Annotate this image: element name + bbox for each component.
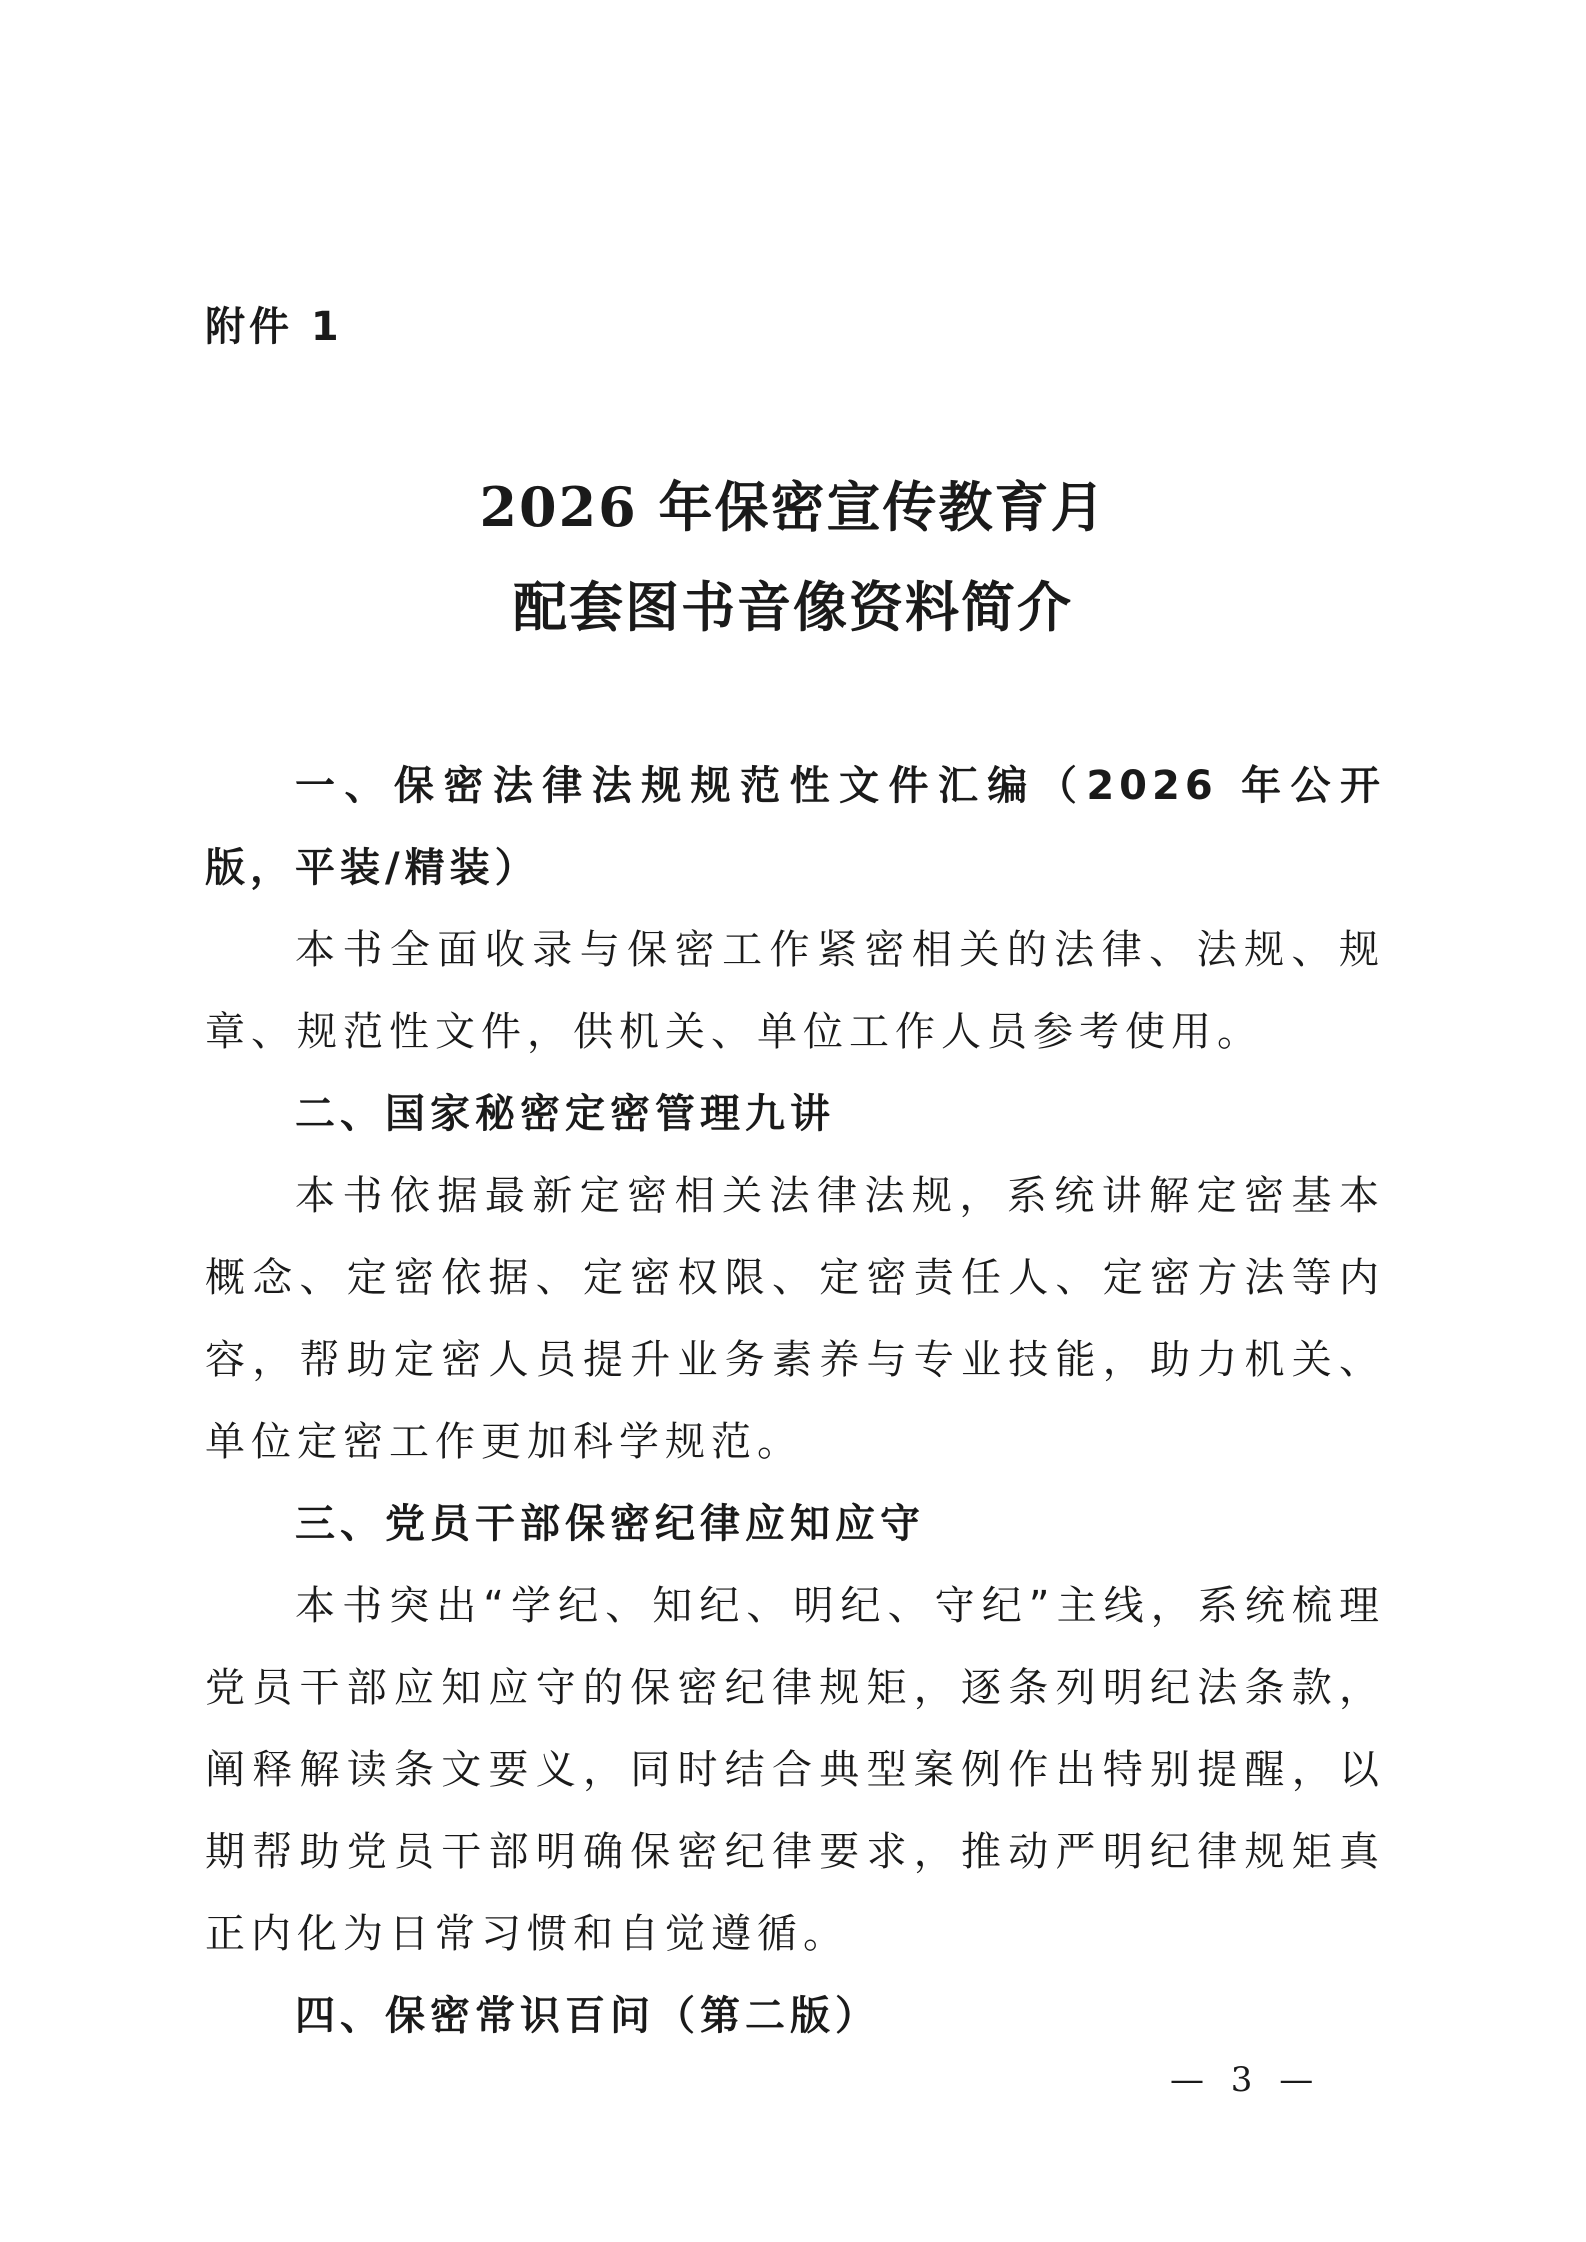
section-2-heading: 二、国家秘密定密管理九讲 (295, 1091, 835, 1137)
section-1-heading: 一、保密法律法规规范性文件汇编（2026 年公开版，平装/精装） (205, 763, 1385, 891)
document-title-line-1: 2026 年保密宣传教育月 (479, 475, 1107, 539)
document-title-line-2: 配套图书音像资料简介 (513, 575, 1073, 639)
section-3-body: 本书突出“学纪、知纪、明纪、守纪”主线，系统梳理党员干部应知应守的保密纪律规矩，逐条列明纪法条款，阐释解读条文要义，同时结合典型案例作出特别提醒，以期帮助党员干部明确保密纪律要求，推动严明纪律规矩真正内化为日常习惯和自觉遵循。 (205, 1583, 1385, 1957)
section-2-body: 本书依据最新定密相关法律法规，系统讲解定密基本概念、定密依据、定密权限、定密责任人、定密方法等内容，帮助定密人员提升业务素养与专业技能，助力机关、单位定密工作更加科学规范。 (205, 1173, 1385, 1465)
section-1-body: 本书全面收录与保密工作紧密相关的法律、法规、规章、规范性文件，供机关、单位工作人员参考使用。 (205, 927, 1385, 1055)
document-body (205, 745, 1385, 2057)
attachment-label: 附件 1 (205, 304, 343, 350)
page-number: — 3 — (1170, 2060, 1322, 2100)
section-3-heading: 三、党员干部保密纪律应知应守 (295, 1501, 925, 1547)
section-4-heading: 四、保密常识百问（第二版） (295, 1993, 880, 2039)
